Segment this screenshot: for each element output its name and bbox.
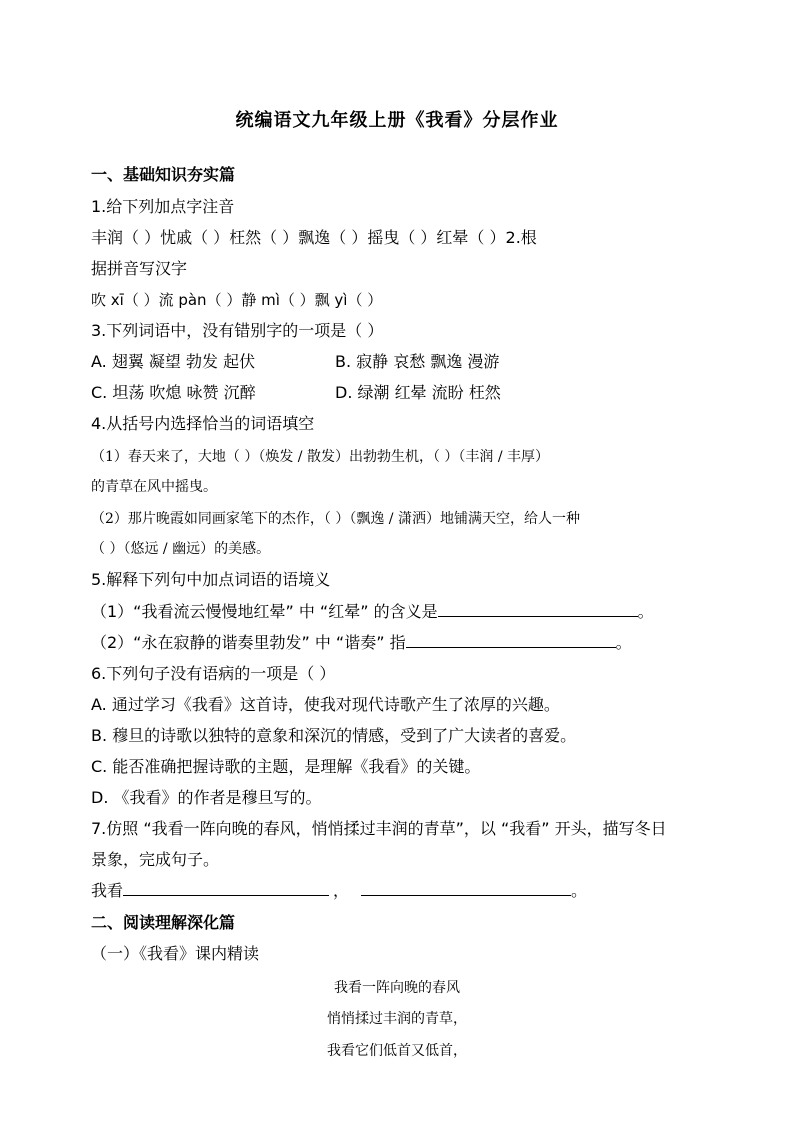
q4-sentence1a: （1）春天来了，大地（ ）（焕发 / 散发）出勃勃生机，（ ）（丰润 / 丰厚） xyxy=(91,449,550,465)
section2-subheading: （一）《我看》课内精读 xyxy=(91,944,260,963)
q5-sentence1-end: 。 xyxy=(637,602,654,621)
q3-option-c: C. 坦荡 吹熄 咏赞 沉醉 xyxy=(91,383,256,402)
q5-sentence2-text: （2）“永在寂静的谐奏里勃发” 中 “谐奏” 指 xyxy=(91,633,406,652)
q4-sentence2a: （2）那片晚霞如同画家笔下的杰作，（ ）（飘逸 / 潇洒）地铺满天空，给人一种 xyxy=(91,511,580,527)
q3-option-a: A. 翅翼 凝望 勃发 起伏 xyxy=(91,352,256,371)
q4-sentence2b: （ ）（悠远 / 幽远）的美感。 xyxy=(91,541,271,557)
q1-prompt: 1.给下列加点字注音 xyxy=(91,197,235,216)
section2-heading: 二、阅读理解深化篇 xyxy=(91,913,236,932)
q5-answer2-blank[interactable] xyxy=(406,632,616,648)
q6-prompt: 6.下列句子没有语病的一项是（ ） xyxy=(91,664,336,683)
q1-line1: 丰润（ ）忧戚（ ）枉然（ ）飘逸（ ）摇曳（ ）红晕（ ）2.根 xyxy=(91,228,537,247)
q5-answer1-blank[interactable] xyxy=(438,601,638,617)
q7-comma: ， xyxy=(333,881,350,900)
poem-line-3: 我看它们低首又低首， xyxy=(327,1043,467,1059)
q7-answer-line xyxy=(91,880,587,902)
q7-prompt-line1: 7.仿照 “我看一阵向晚的春风，悄悄揉过丰润的青草”，以 “我看” 开头，描写冬日 xyxy=(91,819,667,838)
q7-answer1-blank[interactable] xyxy=(123,880,329,896)
q3-prompt: 3.下列词语中，没有错别字的一项是（ ） xyxy=(91,321,384,340)
q6-option-a: A. 通过学习《我看》这首诗，使我对现代诗歌产生了浓厚的兴趣。 xyxy=(91,695,560,714)
poem-line-1: 我看一阵向晚的春风 xyxy=(334,980,460,996)
q7-answer2-blank[interactable] xyxy=(361,880,571,896)
q4-prompt: 4.从括号内选择恰当的词语填空 xyxy=(91,414,315,433)
q1-line2: 据拼音写汉字 xyxy=(91,259,188,278)
q5-prompt: 5.解释下列句中加点词语的语境义 xyxy=(91,570,331,589)
poem-line-2: 悄悄揉过丰润的青草， xyxy=(327,1011,467,1027)
q7-prompt-line2: 景象，完成句子。 xyxy=(91,850,220,869)
q5-sentence1-text: （1）“我看流云慢慢地红晕” 中 “红晕” 的含义是 xyxy=(91,602,438,621)
q7-end: 。 xyxy=(571,881,588,900)
q5-sentence2 xyxy=(91,632,632,654)
q6-option-d: D. 《我看》的作者是穆旦写的。 xyxy=(91,788,322,807)
q2-pinyin-line: 吹 xī（ ）流 pàn（ ）静 mì（ ）飘 yì（ ） xyxy=(91,291,383,309)
q3-option-d: D. 绿潮 红晕 流盼 枉然 xyxy=(335,383,501,402)
q6-option-c: C. 能否准确把握诗歌的主题，是理解《我看》的关键。 xyxy=(91,757,481,776)
q3-option-b: B. 寂静 哀愁 飘逸 漫游 xyxy=(335,352,500,371)
page-title: 统编语文九年级上册《我看》分层作业 xyxy=(235,110,559,131)
q5-sentence1 xyxy=(91,601,654,623)
section1-heading: 一、基础知识夯实篇 xyxy=(91,165,236,184)
q6-option-b: B. 穆旦的诗歌以独特的意象和深沉的情感，受到了广大读者的喜爱。 xyxy=(91,726,577,745)
q4-sentence1b: 的青草在风中摇曳。 xyxy=(91,479,217,495)
q5-sentence2-end: 。 xyxy=(615,633,632,652)
q7-start-text: 我看 xyxy=(91,881,124,900)
